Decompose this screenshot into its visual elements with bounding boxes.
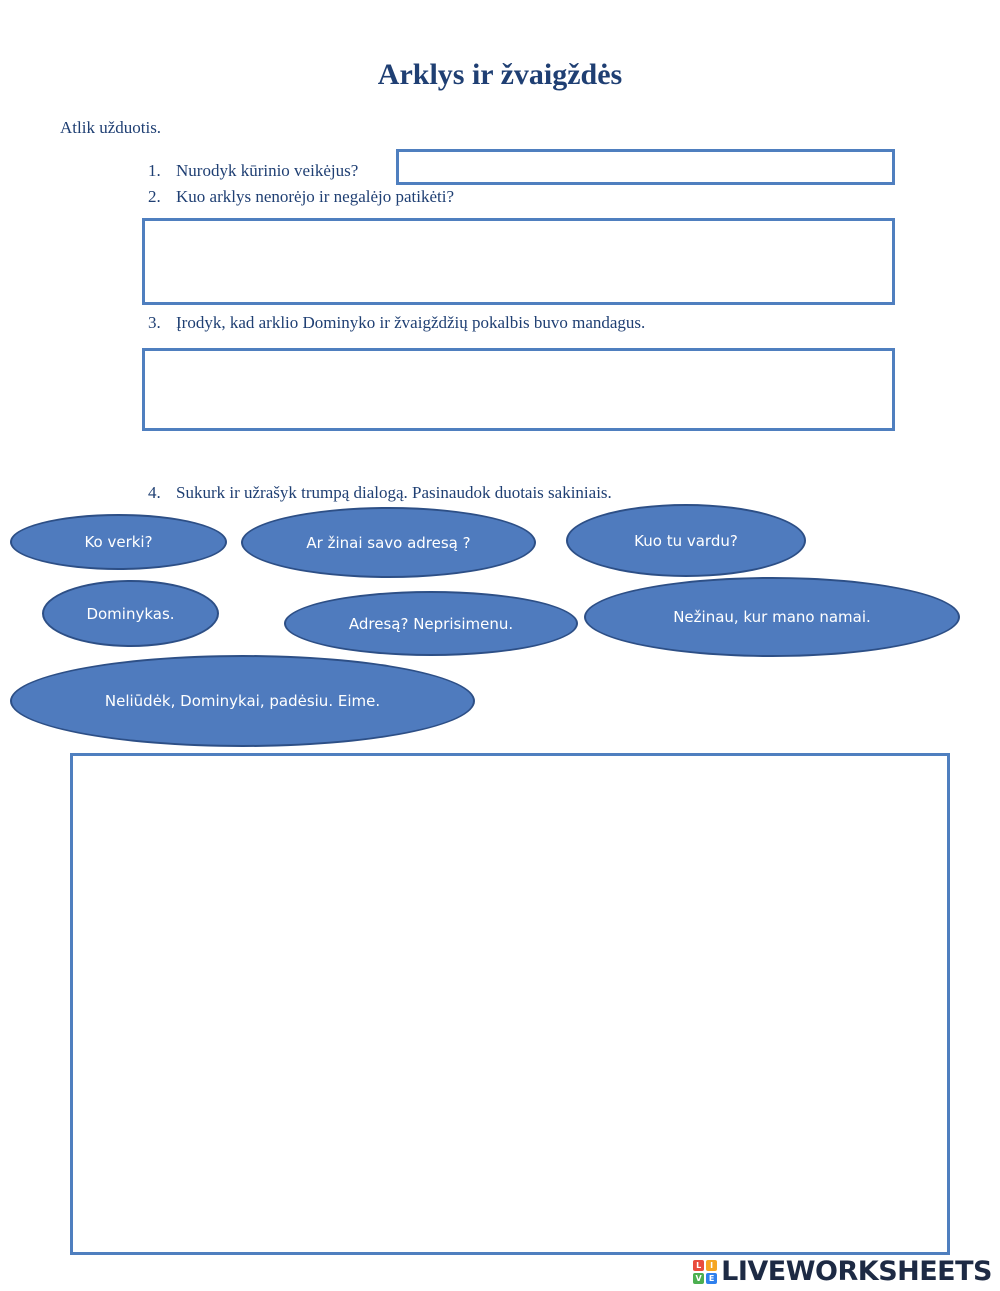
question-number: 2. (148, 187, 161, 206)
question-text: Sukurk ir užrašyk trumpą dialogą. Pasinaudok duotais sakiniais. (176, 483, 612, 502)
question-4 (148, 483, 612, 503)
liveworksheets-logo (693, 1256, 992, 1287)
logo-text: LIVEWORKSHEETS (721, 1256, 992, 1287)
worksheet-title: Arklys ir žvaigždės (377, 58, 623, 91)
logo-tile: V (693, 1273, 704, 1284)
sentence-bubble-vardas[interactable]: Kuo tu vardu? (566, 504, 806, 577)
question-1 (148, 161, 358, 181)
logo-tile: E (706, 1273, 717, 1284)
answer-box-1[interactable] (396, 149, 895, 185)
sentence-bubble-neliudek[interactable]: Neliūdėk, Dominykai, padėsiu. Eime. (10, 655, 475, 747)
question-text: Įrodyk, kad arklio Dominyko ir žvaigždžių pokalbis buvo mandagus. (176, 313, 646, 332)
sentence-bubble-ko-verki[interactable]: Ko verki? (10, 514, 227, 570)
sentence-bubble-dominykas[interactable]: Dominykas. (42, 580, 219, 647)
answer-box-2[interactable] (142, 218, 895, 305)
answer-box-3[interactable] (142, 348, 895, 431)
question-number: 4. (148, 483, 161, 502)
question-number: 3. (148, 313, 161, 332)
question-number: 1. (148, 161, 161, 180)
dialogue-answer-box[interactable] (70, 753, 950, 1255)
sentence-bubble-adresas[interactable]: Ar žinai savo adresą ? (241, 507, 536, 578)
question-text: Kuo arklys nenorėjo ir negalėjo patikėti? (176, 187, 455, 206)
logo-tile: I (706, 1260, 717, 1271)
sentence-bubble-nezinau[interactable]: Nežinau, kur mano namai. (584, 577, 960, 657)
question-3 (148, 313, 645, 333)
logo-tile: L (693, 1260, 704, 1271)
question-2 (148, 187, 454, 207)
sentence-bubble-neprisimenu[interactable]: Adresą? Neprisimenu. (284, 591, 578, 656)
logo-icon (693, 1260, 717, 1284)
question-text: Nurodyk kūrinio veikėjus? (176, 161, 359, 180)
instructions: Atlik užduotis. (60, 118, 162, 137)
